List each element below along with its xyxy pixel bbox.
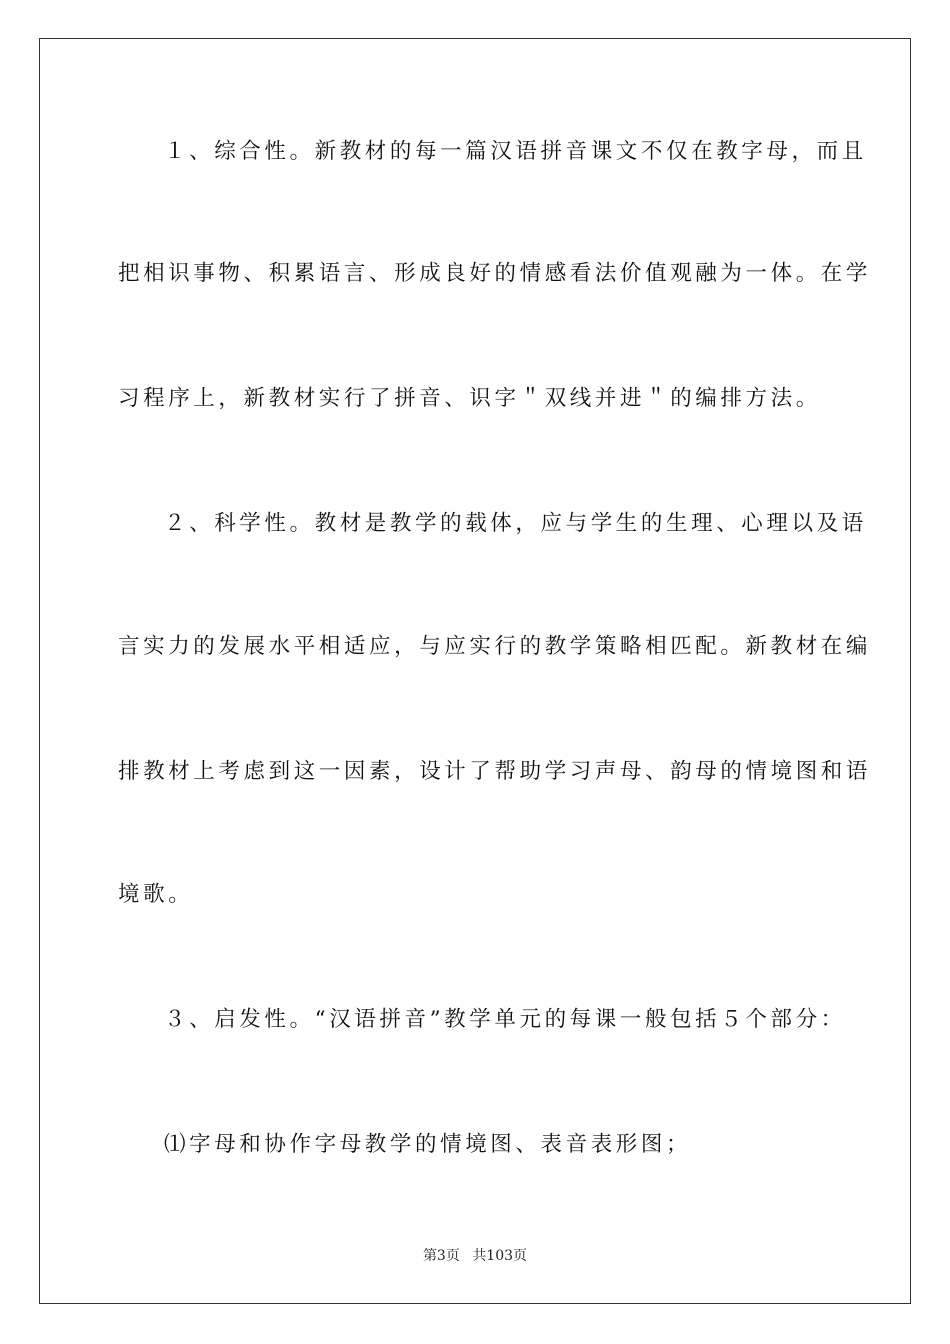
paragraph-2-line-2: 言实力的发展水平相适应，与应实行的教学策略相匹配。新教材在编 — [118, 634, 872, 659]
paragraph-2-line-1: ２、科学性。教材是教学的载体，应与学生的生理、心理以及语 — [164, 511, 867, 536]
paragraph-3-line-1: ３、启发性。“汉语拼音”教学单元的每课一般包括５个部分： — [164, 1007, 846, 1032]
page-number: 第3页 — [422, 1248, 460, 1264]
paragraph-1-line-2: 把相识事物、积累语言、形成良好的情感看法价值观融为一体。在学 — [118, 261, 872, 286]
page-total: 共103页 — [472, 1248, 528, 1264]
paragraph-2-line-4: 境歌。 — [118, 882, 194, 907]
paragraph-1-line-1: １、综合性。新教材的每一篇汉语拼音课文不仅在教字母，而且 — [164, 139, 867, 164]
paragraph-1-line-3: 习程序上，新教材实行了拼音、识字＂双线并进＂的编排方法。 — [118, 386, 821, 411]
page-footer — [0, 1246, 950, 1266]
page-border — [39, 38, 911, 1304]
list-item-1: ⑴字母和协作字母教学的情境图、表音表形图； — [164, 1132, 692, 1157]
paragraph-2-line-3: 排教材上考虑到这一因素，设计了帮助学习声母、韵母的情境图和语 — [118, 759, 872, 784]
